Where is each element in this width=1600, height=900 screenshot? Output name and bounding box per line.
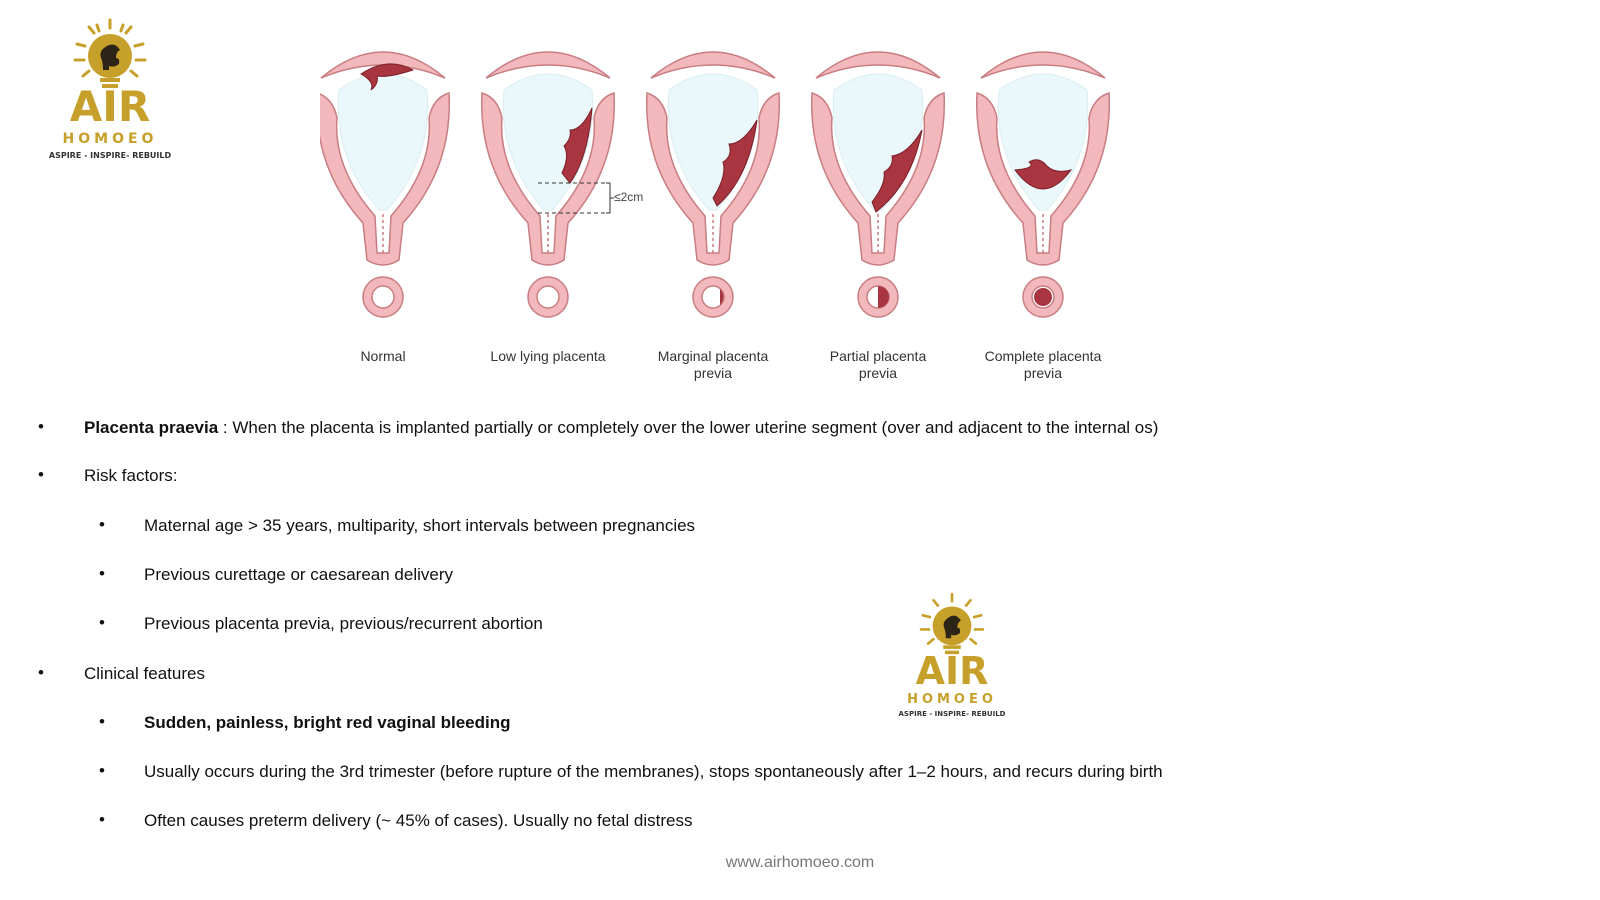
logo-tagline: ASPIRE - INSPIRE- REBUILD [898, 710, 1006, 718]
risk-factors-heading: Risk factors: [84, 466, 178, 485]
clinical-features-heading: Clinical features [84, 664, 205, 683]
logo-brand-text: AIR [915, 649, 989, 693]
figure-label-complete: Complete placenta previa [984, 348, 1102, 381]
logo-brand-text: AIR [69, 82, 151, 131]
dimension-bracket [606, 183, 614, 213]
internal-os [537, 286, 559, 308]
uterus-diagram-complete [977, 52, 1110, 317]
uterus-diagram-partial [812, 52, 945, 317]
uterus-diagram-low-lying [482, 52, 615, 317]
logo-tagline: ASPIRE - INSPIRE- REBUILD [48, 151, 172, 160]
dimension-label: ≤2cm [614, 190, 644, 204]
internal-os [372, 286, 394, 308]
footer-url: www.airhomoeo.com [725, 854, 875, 871]
figure-label-marginal: Marginal placenta previa [657, 348, 769, 381]
uterus-diagram-marginal [647, 52, 780, 317]
term-placenta-praevia: Placenta praevia [84, 418, 219, 437]
os-placenta-complete [1034, 288, 1052, 306]
figure-label-normal: Normal [360, 348, 406, 364]
placenta-previa-figure [320, 38, 1140, 388]
logo-sub-text: HOMOEO [62, 131, 158, 147]
logo-sub-text: HOMOEO [907, 692, 997, 707]
definition-text: : When the placenta is implanted partially or completely over the lower uterine segment (over and adjacent to the internal os) [218, 418, 1159, 437]
figure-label-low-lying: Low lying placenta [490, 348, 606, 364]
uterus-diagram-normal [320, 52, 449, 317]
figure-label-partial: Partial placenta previa [829, 348, 927, 381]
air-homoeo-logo [48, 18, 172, 160]
uterus-diagrams [320, 38, 1140, 338]
lightbulb-head-icon [67, 18, 153, 92]
air-homoeo-logo-watermark [896, 592, 1008, 718]
